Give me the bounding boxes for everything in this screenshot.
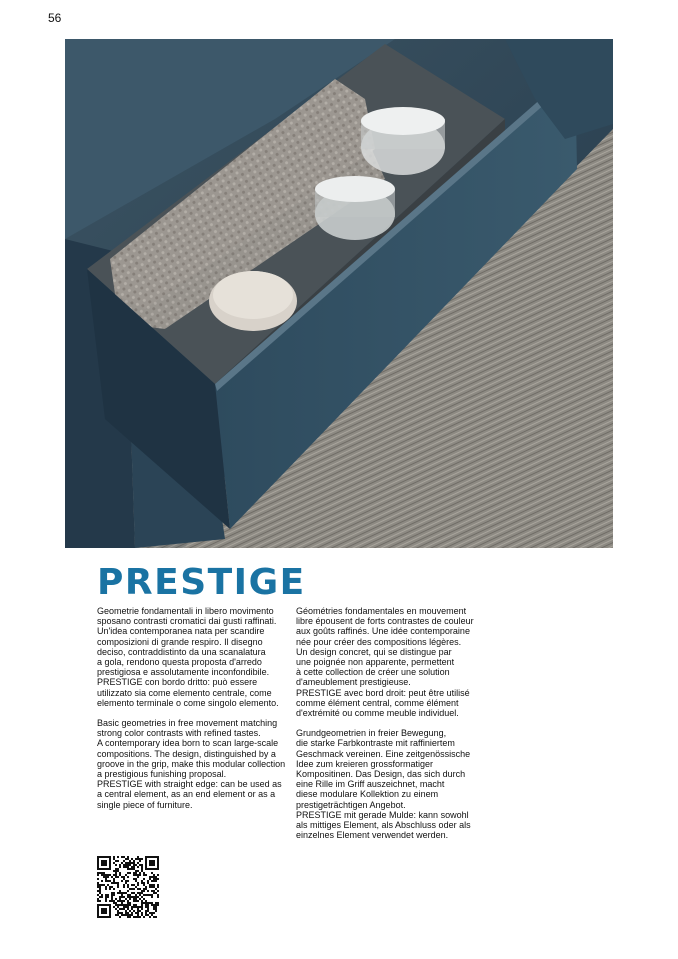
french-paragraph: Géométries fondamentales en mouvement libre épousent de forts contrastes de couleur aux goûts raffinés. Une idée contemporaine née pour créer des compositions légères. Un design concret, qui se distingue par une poignée non apparente, permettent à cette collection de créer une solution d'ameublement prestigieuse. PRESTIGE avec bord droit: peut être utilisé comme élément central, comme élément d'extrémité ou comme meuble individuel. <box>296 606 474 719</box>
italian-paragraph: Geometrie fondamentali in libero movimento sposano contrasti cromatici dai gusti raffinati. Un'idea contemporanea nata per scandire composizioni di grande respiro. Il disegno deciso, contraddistinto da una scanalatura a gola, rendono questa proposta d'arredo prestigiosa e assolutamente inconfondibile. PRESTIGE con bordo dritto: può essere utilizzato sia come elemento centrale, come elemento terminale o come singolo elemento. <box>97 606 279 708</box>
english-paragraph: Basic geometries in free movement matching strong color contrasts with refined tastes. A contemporary idea born to scan large-scale compositions. The design, distinguished by a groove in the grip, make this modular collection a prestigious funishing proposal. PRESTIGE with straight edge: can be used as a central element, as an end element or as a single piece of furniture. <box>97 718 286 810</box>
text-column-right <box>296 606 492 850</box>
qr-code-icon[interactable] <box>97 856 159 918</box>
text-column-left <box>97 606 293 820</box>
german-paragraph: Grundgeometrien in freier Bewegung, die starke Farbkontraste mit raffiniertem Geschmack vereinen. Eine zeitgenössische Idee zum kreieren grossformatiger Kompositinen. Das Design, das sich durch eine Rille im Griff auszeichnet, macht diese modulare Kollektion zu einem prestigeträchtigen Angebot. PRESTIGE mit gerade Mulde: kann sowohl als mittiges Element, als Abschluss oder als einzelnes Element verwendet werden. <box>296 728 471 841</box>
page-title: PRESTIGE <box>97 562 306 603</box>
product-photo <box>65 39 613 548</box>
page-number: 56 <box>48 11 62 25</box>
